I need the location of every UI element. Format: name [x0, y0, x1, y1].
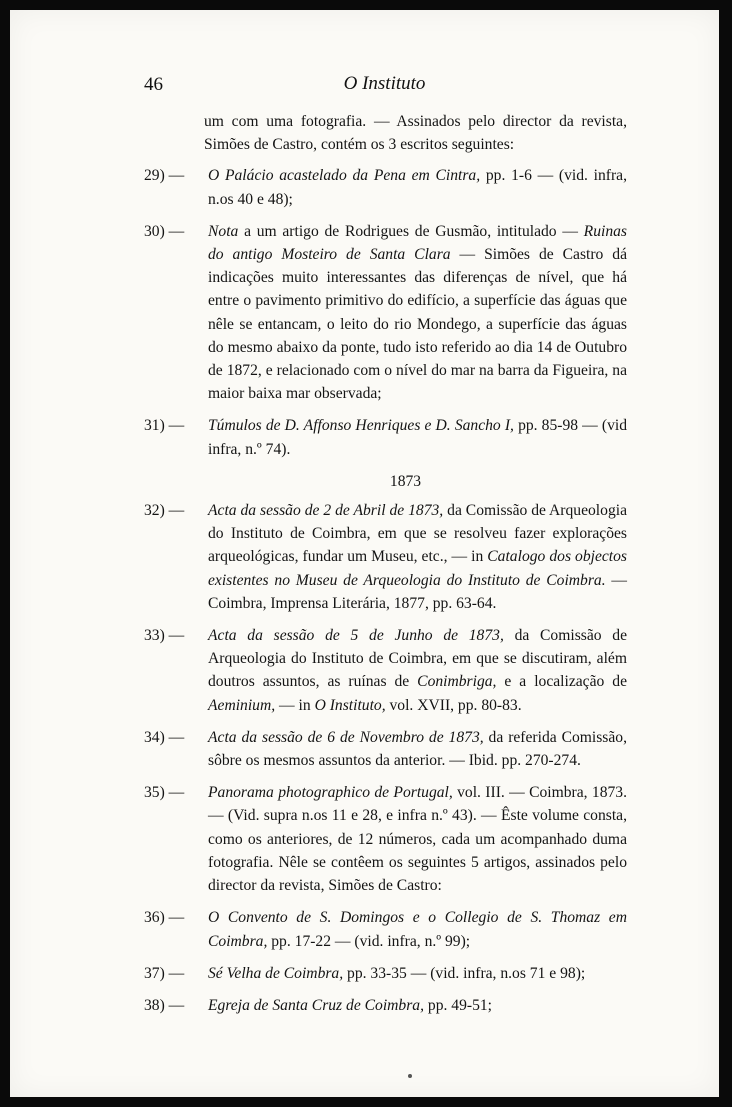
entry-rest: pp. 1-6 — (vid. infra, n.os 40 e 48);: [208, 167, 627, 208]
page-number: 46: [144, 74, 163, 95]
entry-number: 36) —: [144, 909, 185, 927]
entry-rest: pp. 85-98 — (vid infra, n.º 74).: [208, 417, 628, 458]
entry-rest: — Coimbra, Imprensa Literária, 1877, pp. 63-64.: [208, 571, 627, 612]
entry-mid: a um artigo de Rodrigues de Gusmão, intitulado —: [238, 222, 584, 240]
entry-33: [144, 624, 627, 717]
entry-rest: vol. III. — Coimbra, 1873. — (Vid. supra n.os 11 e 28, e infra n.º 43). — Êste volume consta, como os anteriores, de 12 números, cada um acompanhado duma fotografia. Nêle se contêem os seguintes 5 artigos, assinados pelo director da revista, Simões de Castro:: [208, 784, 627, 895]
entry-title: Túmulos de D. Affonso Henriques e D. Sancho I,: [208, 417, 514, 435]
entry-title: Egreja de Santa Cruz de Coimbra,: [208, 996, 424, 1014]
intro-paragraph: um com uma fotografia. — Assinados pelo director da revista, Simões de Castro, contém os 3 escritos seguintes:: [204, 113, 627, 154]
entry-rest: pp. 33-35 — (vid. infra, n.os 71 e 98);: [343, 964, 586, 982]
entry-38: [144, 994, 627, 1017]
entry-rest: — Simões de Castro dá indicações muito interessantes das diferenças de nível, que há entre o pavimento primitivo do edifício, a superfície das águas que nêle se entancam, o leito do rio Mondego, a superfície das águas do mesmo abaixo da ponte, tudo isto referido ao dia 14 de Outubro de 1872, e relacionado com o nível do mar na barra da Figueira, na maior baixa mar observada;: [208, 246, 627, 403]
entry-title: Acta da sessão de 5 de Junho de 1873,: [208, 627, 504, 645]
year-heading: 1873: [389, 472, 422, 490]
entry-number: 34) —: [144, 728, 185, 746]
entry-title-4: O Instituto,: [314, 696, 386, 714]
entry-rest: vol. XVII, pp. 80-83.: [385, 696, 522, 714]
entry-text: [208, 994, 627, 1017]
entry-31: [144, 414, 627, 460]
entry-title: Acta da sessão de 6 de Novembro de 1873,: [208, 728, 484, 746]
entry-title: O Convento de S. Domingos e o Collegio de S. Thomaz em Coimbra,: [208, 909, 627, 950]
ink-dot-ornament: [408, 1074, 412, 1078]
entry-title: Panorama photographico de Portugal,: [208, 784, 453, 802]
entry-36: [144, 906, 627, 952]
entry-title-2: Conimbriga,: [417, 673, 497, 691]
entry-number: 31) —: [144, 417, 185, 435]
entry-number: 30) —: [144, 222, 185, 240]
entry-title: Acta da sessão de 2 de Abril de 1873,: [208, 502, 444, 520]
entry-rest: da referida Comissão, sôbre os mesmos assuntos da anterior. — Ibid. pp. 270-274.: [208, 728, 627, 770]
entry-text: [208, 499, 627, 615]
entry-title: Sé Velha de Coimbra,: [208, 964, 344, 982]
entry-number: 35) —: [144, 784, 185, 802]
entry-text: [208, 962, 627, 985]
entry-30: [144, 220, 627, 406]
entry-text: [208, 906, 627, 952]
entry-text: [208, 414, 627, 460]
entry-34: [144, 726, 627, 772]
entry-rest: pp. 49-51;: [424, 996, 493, 1014]
entry-text: [208, 164, 627, 210]
entry-title-2: Catalogo dos objectos existentes no Museu de Arqueologia do Instituto de Coimbra.: [208, 548, 627, 589]
entry-title: O Palácio acastelado da Pena em Cintra,: [208, 167, 481, 185]
entry-mid: da Comissão de Arqueologia do Instituto de Coimbra, em que se resolveu fazer explorações arqueológicas, fundar um Museu, etc., — in: [208, 502, 627, 566]
entry-rest: pp. 17-22 — (vid. infra, n.º 99);: [267, 932, 471, 950]
entry-number: 29) —: [144, 167, 185, 185]
entry-32: [144, 499, 627, 615]
page-header: [10, 68, 719, 98]
entry-number: 37) —: [144, 964, 185, 982]
running-title: O Instituto: [343, 73, 426, 94]
entry-title-2: Ruinas do antigo Mosteiro de Santa Clara: [208, 222, 627, 264]
entry-37: [144, 962, 627, 985]
document-page: [10, 10, 719, 1097]
entry-text: [208, 781, 627, 897]
entry-text: [208, 726, 627, 772]
entry-number: 32) —: [144, 502, 185, 520]
entry-title-3: Aeminium,: [208, 696, 276, 714]
entry-text: [208, 220, 627, 406]
body-text: [144, 110, 627, 1026]
entry-text: [208, 624, 627, 717]
entry-title: Nota: [208, 222, 239, 240]
entry-mid-2: e a localização de: [496, 673, 627, 691]
entry-mid-3: — in: [275, 696, 315, 714]
entry-number: 38) —: [144, 996, 185, 1014]
entry-35: [144, 781, 627, 897]
entry-29: [144, 164, 627, 210]
entry-number: 33) —: [144, 627, 185, 645]
entry-mid: da Comissão de Arqueologia do Instituto de Coimbra, em que se discutiram, além doutros assuntos, as ruínas de: [208, 627, 627, 691]
